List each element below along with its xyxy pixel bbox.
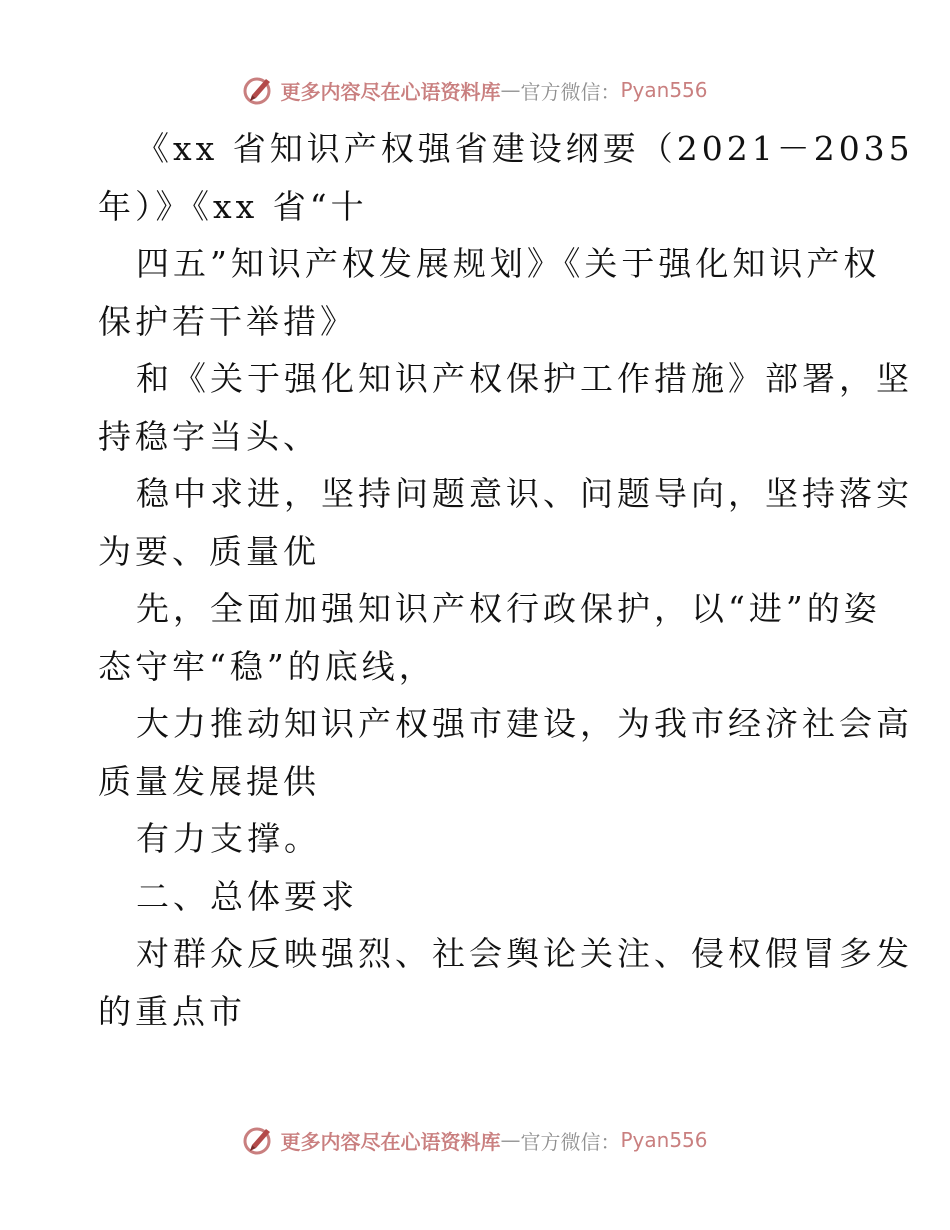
text-line: 对群众反映强烈、社会舆论关注、侵权假冒多发 [136,934,913,973]
document-body [98,120,914,1040]
text-line: 年）》《xx 省“十 [98,186,368,226]
pen-circle-logo-icon [242,1123,276,1157]
watermark-dash: — [500,78,521,102]
text-line: 四五”知识产权发展规划》《关于强化知识产权 [136,244,881,283]
text-line: 先，全面加强知识产权行政保护，以“进”的姿 [136,589,881,628]
watermark-label: 官方微信： [520,79,621,104]
text-line: 持稳字当头、 [98,416,320,456]
watermark-account: Pyan556 [620,78,708,102]
watermark-account: Pyan556 [620,1128,708,1152]
watermark-main-text: 更多内容尽在心语资料库 [280,1129,501,1154]
text-line: 保护若干举措》 [98,301,357,341]
watermark-label: 官方微信： [520,1129,621,1154]
pen-circle-logo-icon [242,73,276,107]
text-line: 《xx 省知识产权强省建设纲要（2021－2035 [136,129,914,168]
watermark-dash: — [500,1128,521,1152]
watermark-main-text: 更多内容尽在心语资料库 [280,79,501,104]
footer-watermark [0,1118,950,1162]
text-line: 的重点市 [98,991,246,1031]
text-line: 和《关于强化知识产权保护工作措施》部署，坚 [136,359,913,398]
header-watermark [0,68,950,112]
text-line: 稳中求进，坚持问题意识、问题导向，坚持落实 [136,474,913,513]
text-line: 质量发展提供 [98,761,320,801]
section-heading: 二、总体要求 [136,876,358,916]
text-line: 为要、质量优 [98,531,320,571]
text-line: 有力支撑。 [136,819,321,858]
text-line: 大力推动知识产权强市建设，为我市经济社会高 [136,704,913,743]
text-line: 态守牢“稳”的底线， [98,646,436,686]
